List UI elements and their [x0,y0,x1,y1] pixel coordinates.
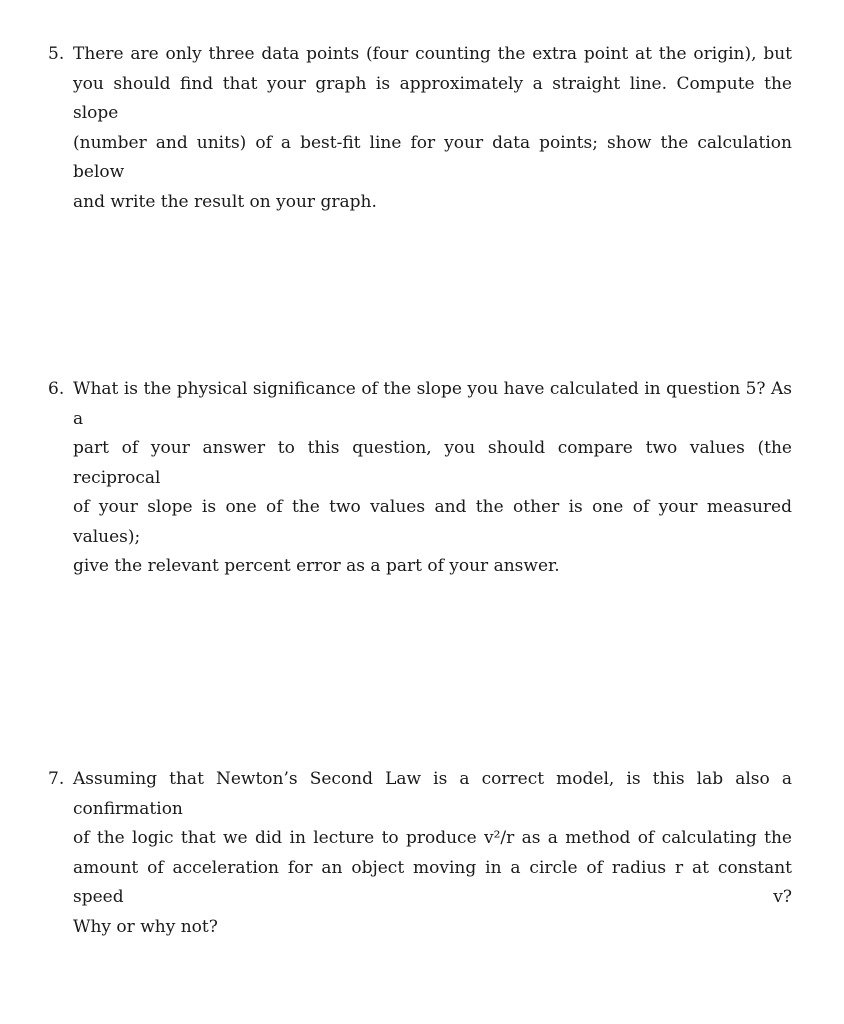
question-5 [48,40,792,217]
question-line: you should find that your graph is approximately a straight line. Compute the slope [73,73,792,123]
question-text [73,765,792,942]
question-number: 6. [48,379,65,399]
question-line: part of your answer to this question, you should compare two values (the reciprocal [73,438,792,488]
question-7 [48,765,792,942]
question-line: What is the physical significance of the slope you have calculated in question 5? As a [73,379,792,429]
question-number: 7. [48,769,65,789]
question-line: and write the result on your graph. [73,191,377,212]
question-line: of your slope is one of the two values and the other is one of your measured values); [73,497,792,547]
question-line: Why or why not? [73,916,218,937]
question-text [73,375,792,582]
question-line: amount of acceleration for an object moving in a circle of radius r at constant speed v? [73,857,792,907]
question-line: Assuming that Newton’s Second Law is a correct model, is this lab also a confirmation [73,769,792,819]
question-6 [48,375,792,582]
question-line: give the relevant percent error as a part of your answer. [73,556,560,576]
question-line: of the logic that we did in lecture to produce v²/r as a method of calculating the [73,828,792,848]
question-text [73,40,792,217]
question-number: 5. [48,44,65,64]
question-line: There are only three data points (four counting the extra point at the origin), but [73,44,792,64]
question-line: (number and units) of a best-fit line for your data points; show the calculation below [73,132,792,182]
